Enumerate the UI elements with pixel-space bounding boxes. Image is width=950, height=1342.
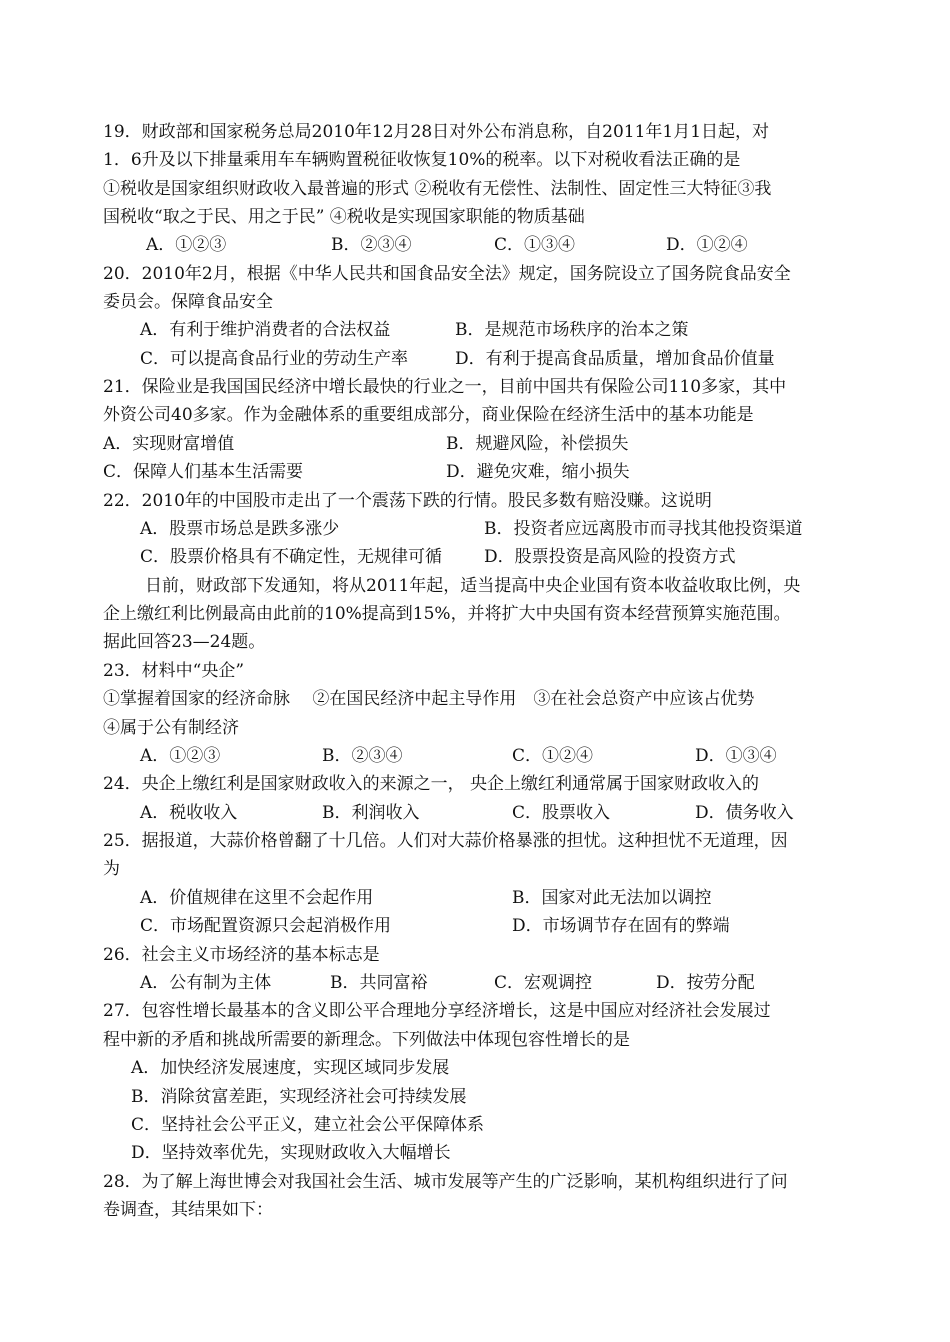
question-21-option-c: C．保障人们基本生活需要 <box>103 462 304 482</box>
question-23-stem-line-1: 23．材料中“央企” <box>103 661 245 681</box>
question-25-stem-line-2: 为 <box>103 859 120 879</box>
question-22-option-c: C．股票价格具有不确定性，无规律可循 <box>140 547 443 567</box>
question-26-option-d: D．按劳分配 <box>656 973 755 993</box>
question-20-option-a: A．有利于维护消费者的合法权益 <box>140 320 391 340</box>
question-26-stem-line-1: 26．社会主义市场经济的基本标志是 <box>103 945 380 965</box>
question-24-option-a: A．税收收入 <box>140 803 238 823</box>
material-line-2: 企上缴红利比例最高由此前的10%提高到15%，并将扩大中央国有资本经营预算实施范围。 <box>103 604 791 624</box>
question-21-stem-line-2: 外资公司40多家。作为金融体系的重要组成部分，商业保险在经济生活中的基本功能是 <box>103 405 754 425</box>
question-26-option-b: B．共同富裕 <box>330 973 428 993</box>
question-27-option-d: D．坚持效率优先，实现财政收入大幅增长 <box>131 1143 451 1163</box>
material-line-3: 据此回答23—24题。 <box>103 632 266 652</box>
question-24-option-c: C．股票收入 <box>512 803 611 823</box>
question-24-option-b: B．利润收入 <box>322 803 420 823</box>
question-27-stem-line-2: 程中新的矛盾和挑战所需要的新理念。下列做法中体现包容性增长的是 <box>103 1030 630 1050</box>
question-20-option-d: D．有利于提高食品质量，增加食品价值量 <box>455 349 775 369</box>
question-23-option-d: D．①③④ <box>695 746 777 766</box>
question-25-option-d: D．市场调节存在固有的弊端 <box>512 916 730 936</box>
question-25-stem-line-1: 25．据报道，大蒜价格曾翻了十几倍。人们对大蒜价格暴涨的担忧。这种担忧不无道理，因 <box>103 831 788 851</box>
question-19-option-b: B．②③④ <box>331 235 412 255</box>
question-24-option-d: D．债务收入 <box>695 803 794 823</box>
question-23-stem-line-2: ①掌握着国家的经济命脉 ②在国民经济中起主导作用 ③在社会总资产中应该占优势 <box>103 689 755 709</box>
question-19-stem-line-3: ①税收是国家组织财政收入最普遍的形式 ②税收有无偿性、法制性、固定性三大特征③我 <box>103 179 772 199</box>
question-25-option-a: A．价值规律在这里不会起作用 <box>140 888 374 908</box>
question-20-stem-line-1: 20．2010年2月，根据《中华人民共和国食品安全法》规定，国务院设立了国务院食品安全 <box>103 264 791 284</box>
question-19-option-d: D．①②④ <box>666 235 748 255</box>
question-20-stem-line-2: 委员会。保障食品安全 <box>103 292 273 312</box>
question-26-option-c: C．宏观调控 <box>494 973 593 993</box>
question-23-option-b: B．②③④ <box>322 746 403 766</box>
question-26-option-a: A．公有制为主体 <box>140 973 272 993</box>
question-22-option-d: D．股票投资是高风险的投资方式 <box>484 547 736 567</box>
question-27-option-a: A．加快经济发展速度，实现区域同步发展 <box>131 1058 450 1078</box>
question-23-option-a: A．①②③ <box>140 746 221 766</box>
question-28-stem-line-2: 卷调查，其结果如下： <box>103 1200 273 1220</box>
question-27-option-c: C．坚持社会公平正义，建立社会公平保障体系 <box>131 1115 485 1135</box>
question-25-option-b: B．国家对此无法加以调控 <box>512 888 712 908</box>
question-23-option-c: C．①②④ <box>512 746 594 766</box>
question-22-option-a: A．股票市场总是跌多涨少 <box>140 519 340 539</box>
question-24-stem-line-1: 24．央企上缴红利是国家财政收入的来源之一， 央企上缴红利通常属于国家财政收入的 <box>103 774 760 794</box>
question-22-option-b: B．投资者应远离股市而寻找其他投资渠道 <box>484 519 803 539</box>
question-21-stem-line-1: 21．保险业是我国国民经济中增长最快的行业之一，目前中国共有保险公司110多家，其中 <box>103 377 787 397</box>
question-20-option-c: C．可以提高食品行业的劳动生产率 <box>140 349 409 369</box>
question-25-option-c: C．市场配置资源只会起消极作用 <box>140 916 392 936</box>
question-19-option-c: C．①③④ <box>494 235 576 255</box>
question-27-option-b: B．消除贫富差距，实现经济社会可持续发展 <box>131 1087 467 1107</box>
question-19-option-a: A．①②③ <box>146 235 227 255</box>
question-27-stem-line-1: 27．包容性增长最基本的含义即公平合理地分享经济增长，这是中国应对经济社会发展过 <box>103 1001 771 1021</box>
question-19-stem-line-2: 1．6升及以下排量乘用车车辆购置税征收恢复10%的税率。以下对税收看法正确的是 <box>103 150 741 170</box>
question-23-stem-line-3: ④属于公有制经济 <box>103 718 239 738</box>
question-21-option-a: A．实现财富增值 <box>103 434 235 454</box>
question-21-option-b: B．规避风险，补偿损失 <box>446 434 629 454</box>
question-19-stem-line-4: 国税收“取之于民、用之于民” ④税收是实现国家职能的物质基础 <box>103 207 585 227</box>
question-21-option-d: D．避免灾难，缩小损失 <box>446 462 630 482</box>
material-line-1: 日前，财政部下发通知，将从2011年起，适当提高中央企业国有资本收益收取比例，央 <box>145 576 801 596</box>
question-19-stem-line-1: 19．财政部和国家税务总局2010年12月28日对外公布消息称，自2011年1月1日起，对 <box>103 122 770 142</box>
question-28-stem-line-1: 28．为了解上海世博会对我国社会生活、城市发展等产生的广泛影响，某机构组织进行了问 <box>103 1172 788 1192</box>
question-22-stem-line-1: 22．2010年的中国股市走出了一个震荡下跌的行情。股民多数有赔没赚。这说明 <box>103 491 712 511</box>
question-20-option-b: B．是规范市场秩序的治本之策 <box>455 320 689 340</box>
